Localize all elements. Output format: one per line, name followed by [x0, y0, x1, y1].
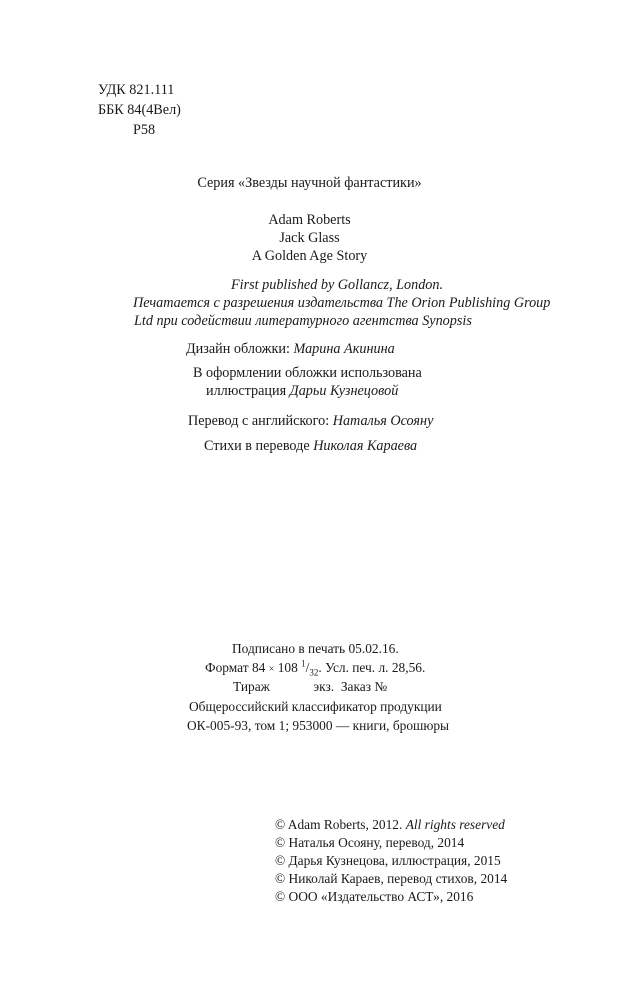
- format-prefix: Формат 84: [205, 660, 266, 675]
- author-mark: Р58: [133, 122, 156, 138]
- format-times: ×: [268, 664, 275, 675]
- credit-cover-illustration-line2: [206, 382, 398, 400]
- imprint-signed: Подписано в печать 05.02.16.: [232, 641, 399, 656]
- copyright-illustration: © Дарья Кузнецова, иллюстрация, 2015: [275, 853, 501, 868]
- series-title: Серия «Звезды научной фантастики»: [197, 175, 422, 191]
- format-numerator: 1: [301, 658, 306, 669]
- credit-cover-design: [186, 340, 395, 358]
- copyright-translation: © Наталья Осояну, перевод, 2014: [275, 835, 465, 850]
- original-author: Adam Roberts: [268, 212, 351, 228]
- translation-name: Наталья Осояну: [332, 413, 434, 429]
- cover-design-name: Марина Акинина: [293, 341, 395, 357]
- rights-permission: Печатается с разрешения издательства The Orion Publishing Group: [133, 295, 551, 311]
- udk-code: УДК 821.111: [98, 82, 175, 98]
- rights-first-published: First published by Gollancz, London.: [231, 277, 444, 293]
- bbk-code: ББК 84(4Вел): [98, 102, 181, 118]
- cover-illustration-label: иллюстрация: [206, 383, 290, 399]
- poems-label: Стихи в переводе: [204, 438, 314, 454]
- all-rights-reserved: All rights reserved: [405, 817, 505, 832]
- credit-cover-illustration-line1: В оформлении обложки использована: [193, 365, 422, 381]
- cover-illustration-name: Дарьи Кузнецовой: [289, 383, 399, 399]
- format-mid: 108: [277, 660, 302, 675]
- rights-agency: Ltd при содействии литературного агентства Synopsis: [134, 313, 472, 329]
- format-denominator: 32: [309, 667, 319, 678]
- imprint-format: [205, 659, 425, 679]
- poems-name: Николая Караева: [313, 438, 418, 454]
- format-suffix: . Усл. печ. л. 28,56.: [318, 660, 426, 675]
- translation-label: Перевод с английского:: [188, 413, 333, 429]
- format-slash: /: [305, 660, 310, 675]
- cover-design-label: Дизайн обложки:: [186, 341, 294, 357]
- original-subtitle: A Golden Age Story: [251, 248, 368, 264]
- imprint-classifier-line2: ОК-005-93, том 1; 953000 — книги, брошюры: [187, 718, 450, 733]
- original-title: Jack Glass: [279, 230, 340, 246]
- copyright-author-text: © Adam Roberts, 2012.: [275, 817, 406, 832]
- copyright-publisher: © ООО «Издательство АСТ», 2016: [275, 889, 474, 904]
- copyright-poems: © Николай Караев, перевод стихов, 2014: [275, 871, 508, 886]
- credit-translation: [188, 412, 433, 430]
- credit-poems: [204, 437, 417, 455]
- imprint-classifier-line1: Общероссийский классификатор продукции: [189, 699, 442, 714]
- imprint-print-run: Тираж экз. Заказ №: [233, 679, 388, 694]
- copyright-author: [275, 816, 505, 834]
